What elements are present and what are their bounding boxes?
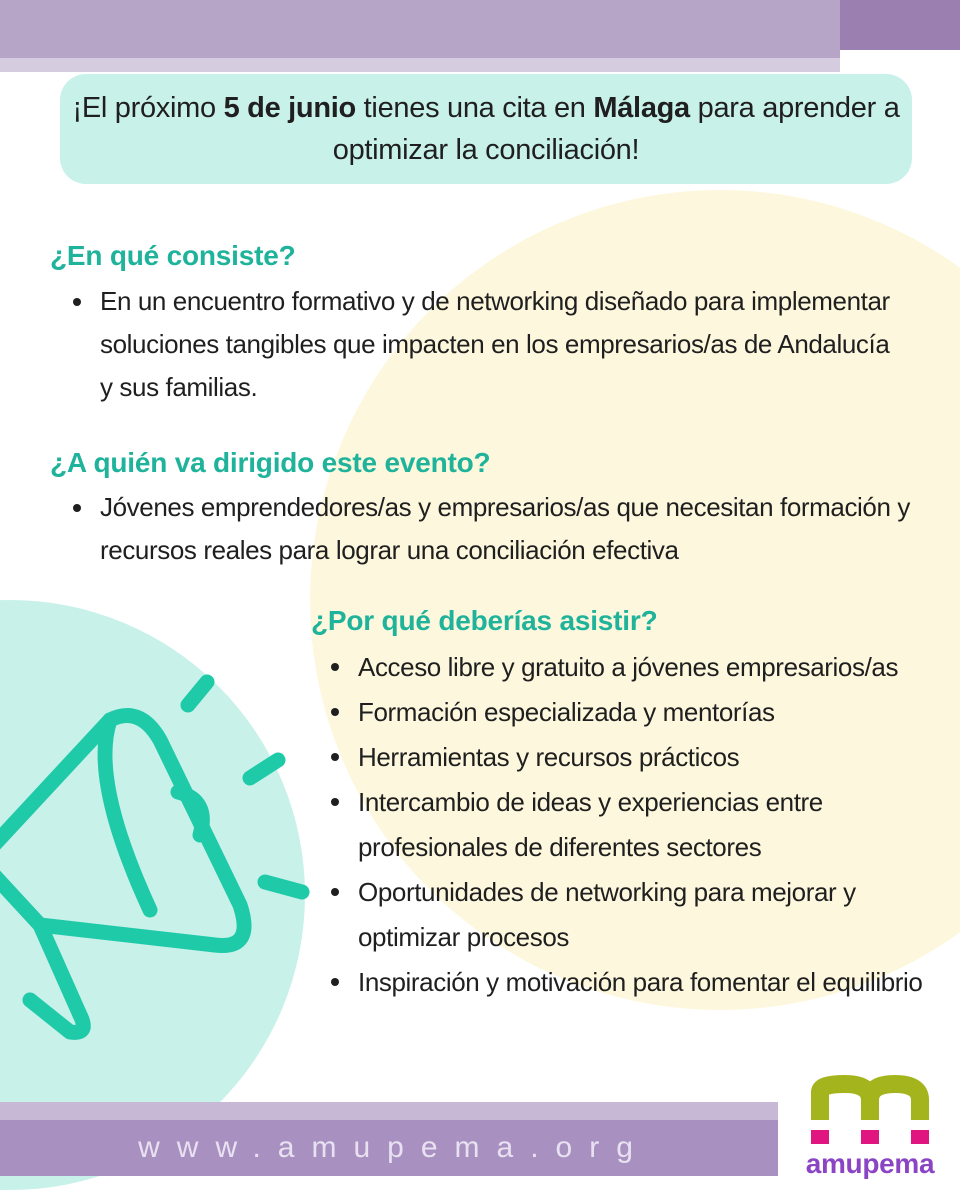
logo-text: amupema [805,1148,935,1179]
top-right-block [840,0,960,50]
top-band [0,0,840,58]
section-list-audience [72,486,932,572]
section-list-what [72,280,902,409]
list-item: Oportunidades de networking para mejorar y optimizar procesos [330,870,950,960]
list-item: Inspiración y motivación para fomentar el equilibrio [330,960,950,1005]
headline-suffix: para aprender a optimizar la conciliación! [332,92,900,166]
list-item: En un encuentro formativo y de networking diseñado para implementar soluciones tangibles que impacten en los empresarios/as de Andalucía y sus familias. [72,280,902,409]
list-item: Jóvenes emprendedores/as y empresarios/as que necesitan formación y recursos reales para lograr una conciliación efectiva [72,486,932,572]
section-title-audience: ¿A quién va dirigido este evento? [50,447,491,478]
list-item: Herramientas y recursos prácticos [330,735,950,780]
headline-prefix: ¡El próximo [72,92,224,124]
list-item: Formación especializada y mentorías [330,690,950,735]
list-item: Intercambio de ideas y experiencias entre profesionales de diferentes sectores [330,780,950,870]
megaphone-icon [0,660,320,1040]
top-strip [0,58,840,72]
section-title-why: ¿Por qué deberías asistir? [311,605,658,636]
headline-mid: tienes una cita en [355,92,594,124]
bottom-band-light [0,1102,778,1120]
list-item: Acceso libre y gratuito a jóvenes empresarios/as [330,645,950,690]
section-title-what: ¿En qué consiste? [50,240,296,271]
headline [60,87,912,171]
headline-city: Málaga [593,92,690,124]
website-link[interactable]: www.amupema.org [138,1131,650,1164]
section-list-why [330,645,950,1005]
headline-date: 5 de junio [223,92,356,124]
headline-box [60,74,912,184]
